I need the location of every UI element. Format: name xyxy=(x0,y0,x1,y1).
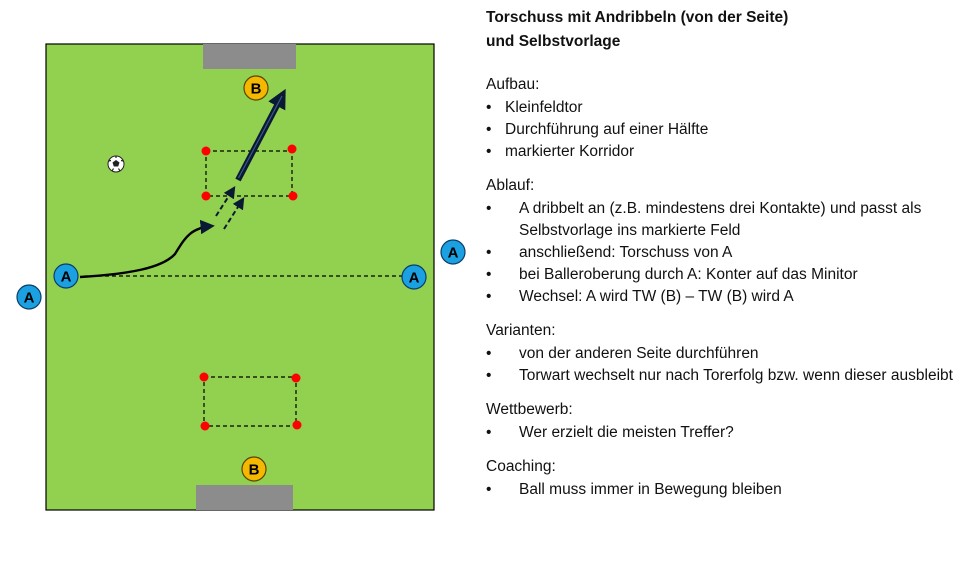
player-a-label: A xyxy=(447,244,459,262)
section-title: Varianten: xyxy=(486,322,556,339)
player-a-label: A xyxy=(23,289,35,307)
player-a-waiting-left xyxy=(17,285,41,309)
list-item: • bei Balleroberung durch A: Konter auf das Minitor xyxy=(486,264,956,286)
player-b-label: B xyxy=(250,80,262,98)
player-a-dribbler xyxy=(54,264,78,288)
list-item: • Torwart wechselt nur nach Torerfolg bzw. wenn dieser ausbleibt xyxy=(486,365,956,387)
list-item: • Ball muss immer in Bewegung bleiben xyxy=(486,479,956,501)
player-a-right xyxy=(402,265,426,289)
player-b-label: B xyxy=(248,461,260,479)
title-line-1: Torschuss mit Andribbeln (von der Seite) xyxy=(486,9,789,26)
list-item: • Kleinfeldtor xyxy=(486,97,956,119)
section-competition xyxy=(486,399,956,444)
player-a-waiting-right xyxy=(441,240,465,264)
exercise-description-panel xyxy=(486,6,956,513)
cone-marker-icon xyxy=(201,422,210,431)
cone-marker-icon xyxy=(202,192,211,201)
section-title: Wettbewerb: xyxy=(486,401,573,418)
list-item: • markierter Korridor xyxy=(486,141,956,163)
goal-top-icon xyxy=(203,44,296,69)
cone-marker-icon xyxy=(293,421,302,430)
bullet-list xyxy=(486,422,956,444)
player-a-label: A xyxy=(60,268,72,286)
list-item: • A dribbelt an (z.B. mindestens drei Kontakte) und passt als Selbstvorlage ins markierte Feld xyxy=(486,198,956,242)
player-a-label: A xyxy=(408,269,420,287)
player-b-goalkeeper-bottom xyxy=(242,457,266,481)
list-item: • Wer erzielt die meisten Treffer? xyxy=(486,422,956,444)
cone-marker-icon xyxy=(200,373,209,382)
cone-marker-icon xyxy=(289,192,298,201)
exercise-title xyxy=(486,6,956,54)
section-title: Ablauf: xyxy=(486,177,535,194)
title-line-2: und Selbstvorlage xyxy=(486,33,621,50)
section-variants xyxy=(486,320,956,387)
section-coaching xyxy=(486,456,956,501)
cone-marker-icon xyxy=(288,145,297,154)
section-procedure xyxy=(486,175,956,308)
section-title: Aufbau: xyxy=(486,76,540,93)
cone-marker-icon xyxy=(292,374,301,383)
bullet-list xyxy=(486,97,956,163)
section-title: Coaching: xyxy=(486,458,556,475)
list-item: • von der anderen Seite durchführen xyxy=(486,343,956,365)
bullet-list xyxy=(486,479,956,501)
list-item: • Wechsel: A wird TW (B) – TW (B) wird A xyxy=(486,286,956,308)
goal-bottom-icon xyxy=(196,485,293,510)
bullet-list xyxy=(486,198,956,308)
bullet-list xyxy=(486,343,956,387)
player-b-goalkeeper-top xyxy=(244,76,268,100)
cone-marker-icon xyxy=(202,147,211,156)
soccer-ball-icon xyxy=(108,156,124,172)
list-item: • Durchführung auf einer Hälfte xyxy=(486,119,956,141)
list-item: • anschließend: Torschuss von A xyxy=(486,242,956,264)
soccer-field xyxy=(46,44,434,510)
section-setup xyxy=(486,74,956,163)
